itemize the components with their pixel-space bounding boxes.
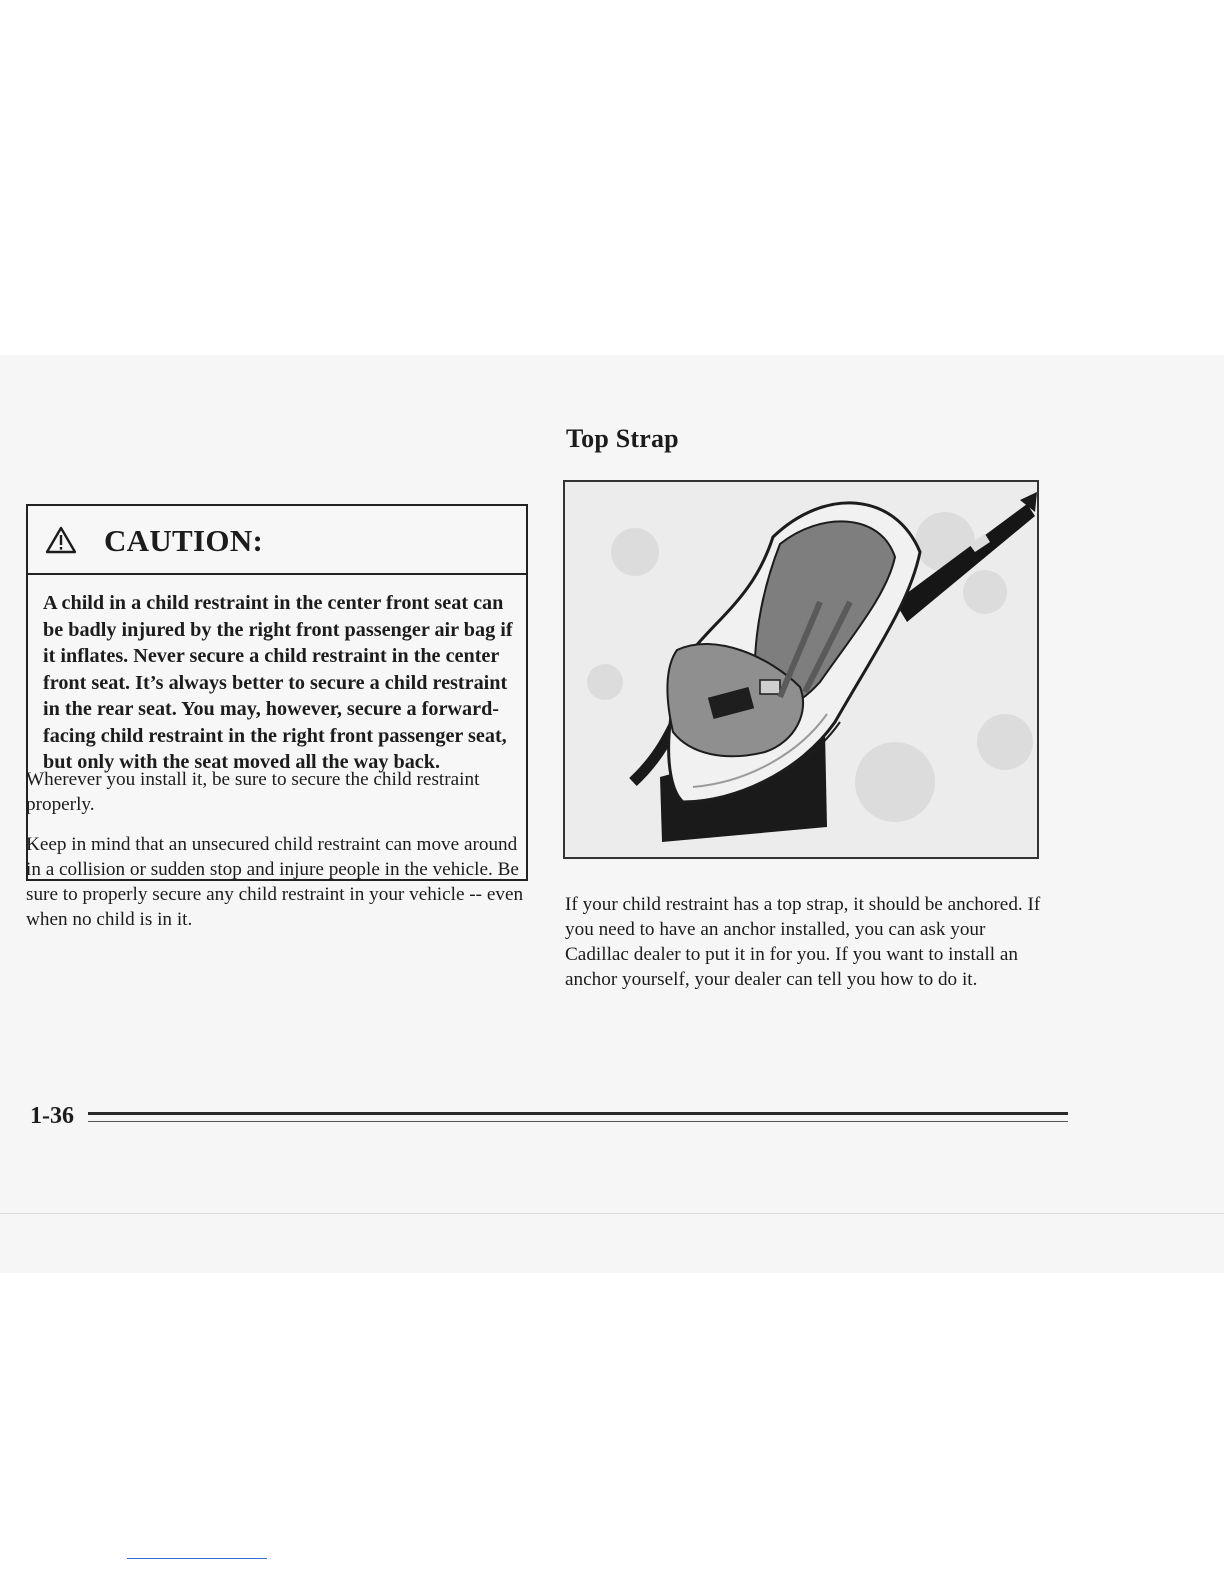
section-title: Top Strap — [566, 424, 679, 453]
install-paragraph: Wherever you install it, be sure to secure the child restraint properly. — [26, 769, 480, 815]
top-strap-paragraph: If your child restraint has a top strap, it should be anchored. If you need to have an anchor installed, you can ask your Cadillac dealer to put it in for you. If you want to install an anchor yourself, your dealer can tell you how to do it. — [565, 894, 1041, 990]
warning-triangle-icon — [45, 526, 77, 554]
caution-box — [26, 504, 528, 881]
footer-rule — [88, 1112, 1068, 1115]
footer-rule-thin — [88, 1121, 1068, 1122]
caution-text: A child in a child restraint in the center front seat can be badly injured by the right front passenger air bag if it inflates. Never secure a child restraint in the center front seat. It’s always better to secure a child restraint in the rear seat. You may, however, secure a forward-facing child restraint in the right front passenger seat, but only with the seat moved all the way back. — [43, 592, 513, 773]
manual-page — [0, 355, 1224, 1273]
child-seat-top-strap-illustration — [565, 482, 1037, 857]
artifact-line — [127, 1558, 267, 1559]
page-number: 1-36 — [30, 1103, 74, 1129]
child-seat-figure — [563, 480, 1039, 859]
caution-title: CAUTION: — [104, 523, 264, 558]
unsecured-restraint-paragraph: Keep in mind that an unsecured child restraint can move around in a collision or sudden stop and injure people in the vehicle. Be sure to properly secure any child restraint in your vehicle -- even when no child is in it. — [26, 834, 524, 930]
scan-edge-line — [0, 1213, 1224, 1214]
caution-header — [28, 506, 526, 575]
